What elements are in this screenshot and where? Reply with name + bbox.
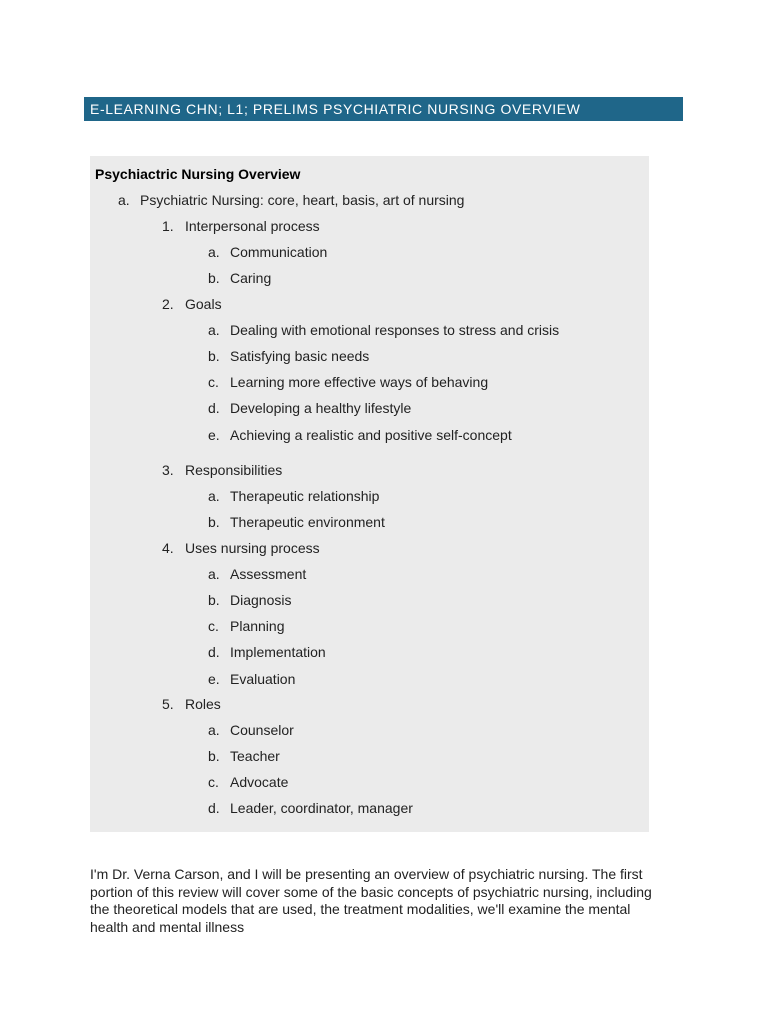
- list-marker: d.: [208, 800, 220, 816]
- list-marker: c.: [208, 774, 219, 790]
- list-item-text: Assessment: [230, 566, 307, 582]
- list-marker: b.: [208, 348, 220, 364]
- list-marker: a.: [208, 566, 220, 582]
- list-marker: c.: [208, 618, 219, 634]
- outline-subitem: [208, 644, 326, 660]
- list-item-text: Psychiatric Nursing: core, heart, basis, art of nursing: [140, 192, 465, 208]
- outline-subitem: [208, 566, 306, 582]
- outline-section: [162, 296, 222, 312]
- list-item-text: Responsibilities: [185, 462, 283, 478]
- list-item-text: Counselor: [230, 722, 294, 738]
- outline-section: [162, 218, 320, 234]
- list-item-text: Uses nursing process: [185, 540, 320, 556]
- list-item-text: Therapeutic environment: [230, 514, 385, 530]
- list-item-text: Interpersonal process: [185, 218, 320, 234]
- intro-paragraph: I'm Dr. Verna Carson, and I will be presenting an overview of psychiatric nursing. The first portion of this review will cover some of the basic concepts of psychiatric nursing, including the theoretical models that are used, the treatment modalities, we'll examine the mental health and mental illness: [90, 866, 652, 935]
- list-item-text: Roles: [185, 696, 221, 712]
- list-item-text: Achieving a realistic and positive self-concept: [230, 427, 512, 443]
- outline-top-item: [118, 192, 464, 208]
- list-marker: a.: [208, 488, 220, 504]
- outline-subitem: [208, 618, 285, 634]
- outline-subitem: [208, 244, 327, 260]
- list-item-text: Implementation: [230, 644, 326, 660]
- list-item-text: Communication: [230, 244, 328, 260]
- outline-subitem: [208, 800, 413, 816]
- outline-subitem: [208, 748, 280, 764]
- list-marker: d.: [208, 644, 220, 660]
- outline-subitem: [208, 374, 488, 390]
- outline-subitem: [208, 348, 369, 364]
- list-item-text: Goals: [185, 296, 222, 312]
- outline-subitem: [208, 322, 559, 338]
- list-marker: a.: [208, 722, 220, 738]
- list-item-text: Therapeutic relationship: [230, 488, 380, 504]
- outline-subitem: [208, 671, 295, 687]
- list-marker: d.: [208, 400, 220, 416]
- list-marker: b.: [208, 748, 220, 764]
- outline-section: [162, 696, 221, 712]
- list-marker: e.: [208, 671, 220, 687]
- list-marker: 5.: [162, 696, 174, 712]
- outline-subitem: [208, 514, 385, 530]
- outline-section: [162, 462, 282, 478]
- list-item-text: Evaluation: [230, 671, 296, 687]
- outline-subitem: [208, 488, 379, 504]
- list-marker: a.: [118, 192, 130, 208]
- outline-subitem: [208, 774, 288, 790]
- outline-section: [162, 540, 320, 556]
- list-marker: b.: [208, 592, 220, 608]
- list-marker: c.: [208, 374, 219, 390]
- list-marker: 2.: [162, 296, 174, 312]
- list-item-text: Caring: [230, 270, 272, 286]
- list-item-text: Developing a healthy lifestyle: [230, 400, 412, 416]
- list-item-text: Learning more effective ways of behaving: [230, 374, 489, 390]
- outline-title: Psychiactric Nursing Overview: [95, 166, 301, 182]
- list-item-text: Planning: [230, 618, 285, 634]
- outline-subitem: [208, 400, 411, 416]
- list-item-text: Teacher: [230, 748, 280, 764]
- list-item-text: Leader, coordinator, manager: [230, 800, 413, 816]
- list-marker: a.: [208, 322, 220, 338]
- document-header: E-LEARNING CHN; L1; PRELIMS PSYCHIATRIC NURSING OVERVIEW: [84, 97, 683, 121]
- list-item-text: Diagnosis: [230, 592, 292, 608]
- list-item-text: Dealing with emotional responses to stress and crisis: [230, 322, 560, 338]
- list-marker: 3.: [162, 462, 174, 478]
- list-marker: e.: [208, 427, 220, 443]
- outline-subitem: [208, 427, 512, 443]
- list-item-text: Satisfying basic needs: [230, 348, 370, 364]
- list-item-text: Advocate: [230, 774, 289, 790]
- outline-subitem: [208, 722, 294, 738]
- list-marker: b.: [208, 270, 220, 286]
- outline-subitem: [208, 592, 291, 608]
- outline-subitem: [208, 270, 271, 286]
- list-marker: b.: [208, 514, 220, 530]
- list-marker: 4.: [162, 540, 174, 556]
- list-marker: a.: [208, 244, 220, 260]
- list-marker: 1.: [162, 218, 174, 234]
